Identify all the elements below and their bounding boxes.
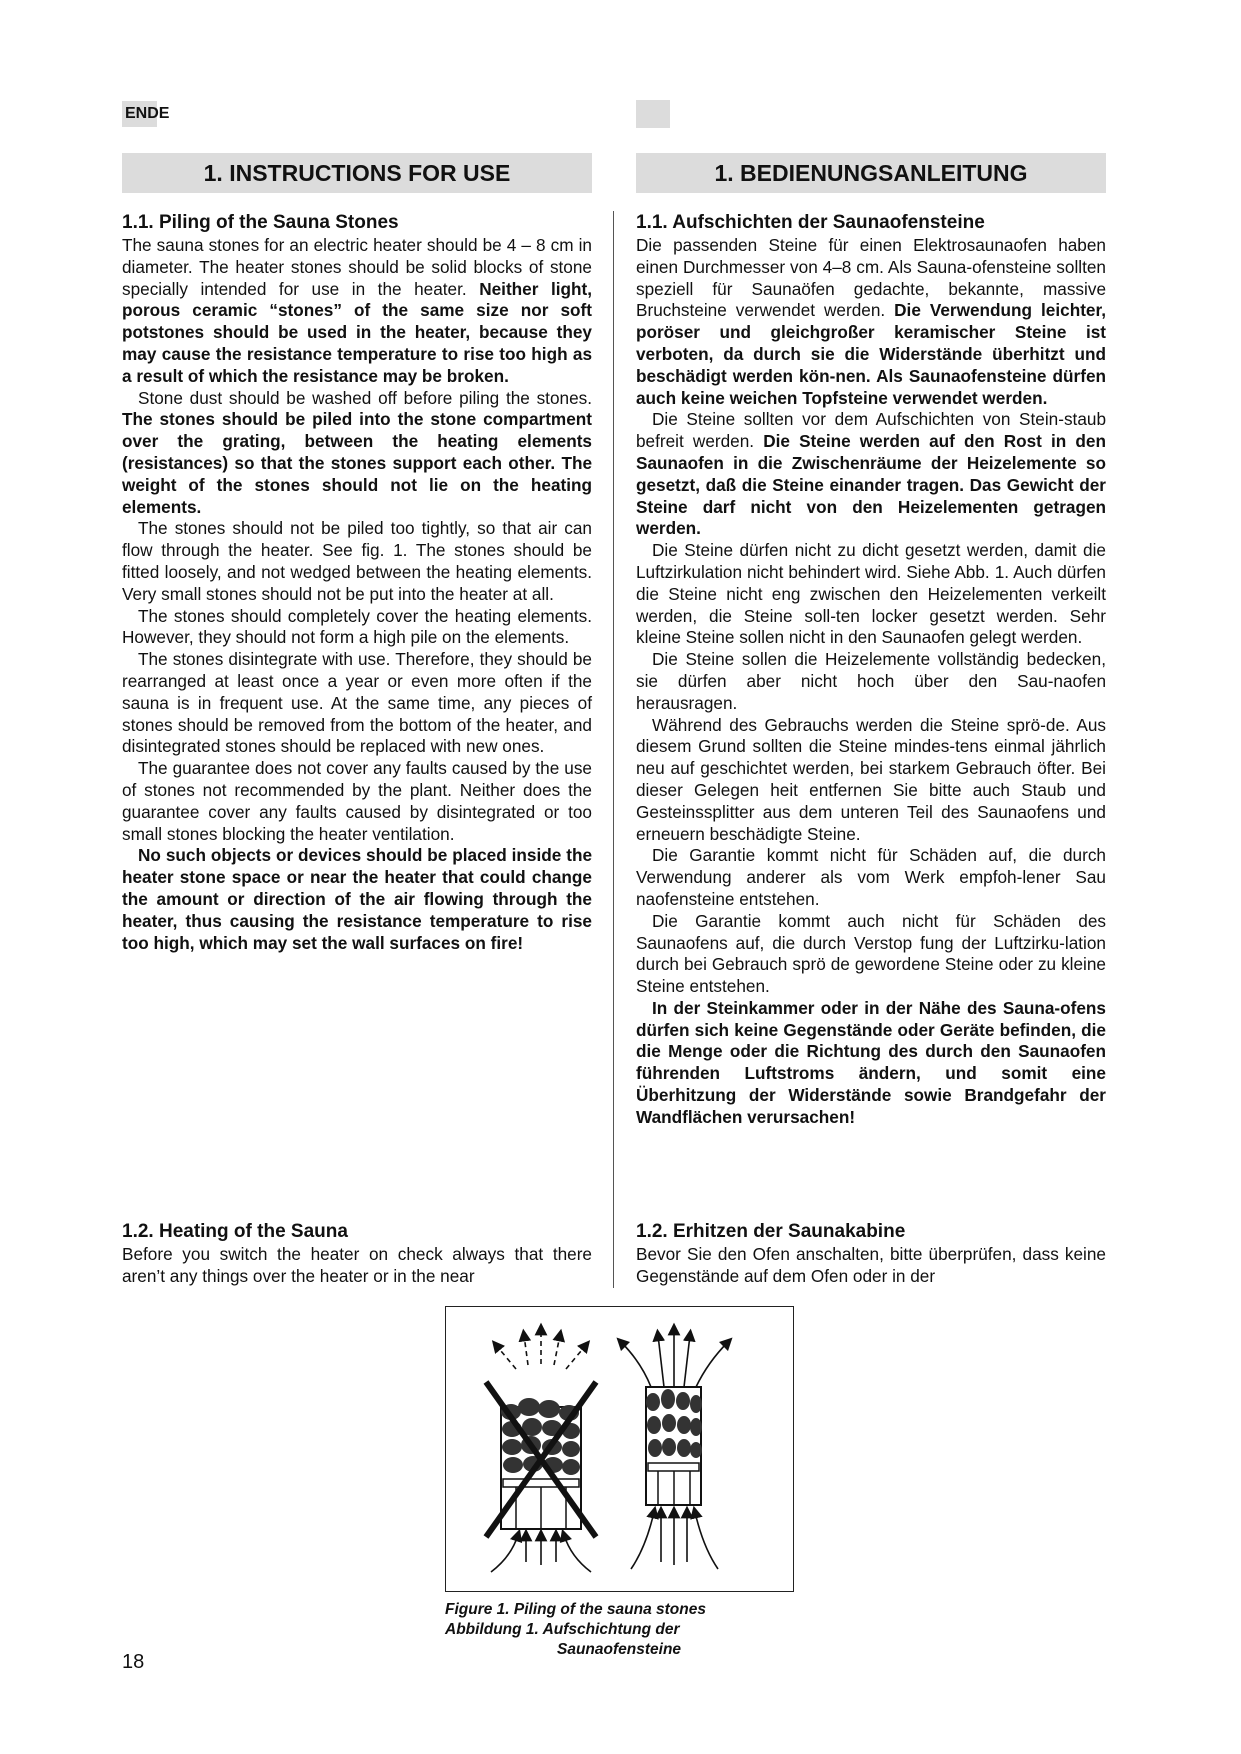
heater-correct-icon (621, 1329, 728, 1569)
caption-de-line-2: Saunaofensteine (557, 1641, 682, 1658)
section-heading-de-1-1: 1.1. Aufschichten der Saunaofensteine (636, 212, 985, 233)
stone-piling-illustration (446, 1307, 793, 1591)
section-heading-de-1-2: 1.2. Erhitzen der Saunakabine (636, 1221, 906, 1242)
language-tag: ENDE (122, 101, 157, 127)
paragraph-en-3: The stones should not be piled too tightly, so that air can flow through the heater. See fig. 1. The stones should be fitted loosely, and not wedged between the heating elements. Very small stones should not be put into the heater at all. (122, 518, 592, 604)
paragraph-de-1: Die passenden Steine für einen Elektrosaunaofen haben einen Durchmesser von 4–8 cm. Als Sauna-ofensteine sollten speziell für Saunaöfen gedachte, bekannte, massive Bruchsteine verwendet werden. Die Verwendung leichter, poröser und gleichgroßer keramischer Steine ist verboten, da durch sie die Widerstände überhitzt und beschädigt werden kön-nen. Als Saunaofensteine dürfen auch keine weichen Topfsteine verwendet werden. (636, 235, 1106, 408)
paragraph-en-7: No such objects or devices should be placed inside the heater stone space or near the heater that could change the amount or direction of the air flowing through the heater, thus causing the resistance temperature to rise too high, which may set the wall surfaces on fire! (122, 845, 592, 953)
section-heading-en-1-1: 1.1. Piling of the Sauna Stones (122, 212, 399, 233)
language-tag-empty (636, 100, 670, 128)
page-number: 18 (122, 1651, 145, 1673)
paragraph-de-8: In der Steinkammer oder in der Nähe des Sauna-ofens dürfen sich keine Gegenstände oder Geräte befinden, die die Menge oder die Richtung des durch den Saunaofen führenden Luftstroms ändern, und somit eine Überhitzung der Widerstände sowie Brandgefahr der Wandflächen verursachen! (636, 997, 1106, 1127)
paragraph-de-2: Die Steine sollten vor dem Aufschichten von Stein-staub befreit werden. Die Steine werden auf den Rost in den Saunaofen in die Zwischenräume der Heizelemente so gesetzt, daß die Steine einander tragen. Das Gewicht der Steine darf nicht von den Heizelementen getragen werden. (636, 409, 1106, 539)
paragraph-en-1: The sauna stones for an electric heater should be 4 – 8 cm in diameter. The heater stones should be solid blocks of stone specially intended for use in the heater. Neither light, porous ceramic “stones” of the same size nor soft potstones should be used in the heater, because they may cause the resistance temperature to rise too high as a result of which the resistance may be broken. (122, 235, 592, 386)
title-de: 1. BEDIENUNGSANLEITUNG (636, 153, 1106, 193)
heater-wrong-icon (486, 1329, 596, 1572)
paragraph-de-4: Die Steine sollen die Heizelemente vollständig bedecken, sie dürfen aber nicht hoch über den Sau-naofen herausragen. (636, 649, 1106, 713)
paragraph-de-7: Die Garantie kommt auch nicht für Schäden des Saunaofens auf, die durch Verstop fung der Luftzirku-lation durch bei Gebrauch sprö de gewordene Steine oder zu kleine Steine entstehen. (636, 910, 1106, 997)
figure-caption (445, 1600, 706, 1660)
paragraph-en-6: The guarantee does not cover any faults caused by the use of stones not recommended by the plant. Neither does the guarantee cover any faults caused by disintegrated or too small stones blocking the heater ventilation. (122, 758, 592, 844)
paragraph-de-heating: Bevor Sie den Ofen anschalten, bitte überprüfen, dass keine Gegenstände auf dem Ofen oder in der (636, 1244, 1106, 1286)
paragraph-en-2: Stone dust should be washed off before piling the stones. The stones should be piled into the stone compartment over the grating, between the heating elements (resistances) so that the stones support each other. The weight of the stones should not lie on the heating elements. (122, 387, 592, 517)
paragraph-de-5: Während des Gebrauchs werden die Steine sprö-de. Aus diesem Grund sollten die Steine mindes-tens einmal jährlich neu auf geschichtet werden, bei starkem Gebrauch öfter. Bei dieser Gelegen heit entfernen Sie bitte auch Staub und Gesteinssplitter aus dem unteren Teil des Saunaofens und erneuern beschädigte Steine. (636, 714, 1106, 844)
section-de-1-2 (636, 1220, 1106, 1288)
paragraph-en-5: The stones disintegrate with use. Therefore, they should be rearranged at least once a year or even more often if the sauna is in frequent use. At the same time, any pieces of stones should be removed from the bottom of the heater, and disintegrated stones should be replaced with new ones. (122, 649, 592, 757)
paragraph-de-3: Die Steine dürfen nicht zu dicht gesetzt werden, damit die Luftzirkulation nicht behindert wird. Siehe Abb. 1. Auch dürfen die Steine nicht eng zwischen den Heizelementen verkeilt werden, die Steine soll-ten locker gesetzt werden. Sehr kleine Steine sollen nicht in den Saunaofen gelegt werden. (636, 540, 1106, 648)
column-english (122, 211, 592, 954)
caption-de-line-1: Abbildung 1. Aufschichtung der (445, 1621, 680, 1638)
column-german (636, 211, 1106, 1129)
caption-en: Figure 1. Piling of the sauna stones (445, 1601, 706, 1618)
section-en-1-2 (122, 1220, 592, 1288)
paragraph-en-heating: Before you switch the heater on check always that there aren’t any things over the heater or in the near (122, 1244, 592, 1286)
paragraph-en-4: The stones should completely cover the heating elements. However, they should not form a high pile on the elements. (122, 605, 592, 648)
title-en: 1. INSTRUCTIONS FOR USE (122, 153, 592, 193)
column-divider (613, 211, 614, 1288)
section-heading-en-1-2: 1.2. Heating of the Sauna (122, 1221, 348, 1242)
paragraph-de-6: Die Garantie kommt nicht für Schäden auf, die durch Verwendung anderer als vom Werk empfoh-lener Sau naofensteine entstehen. (636, 845, 1106, 909)
figure-stone-piling (445, 1306, 794, 1592)
